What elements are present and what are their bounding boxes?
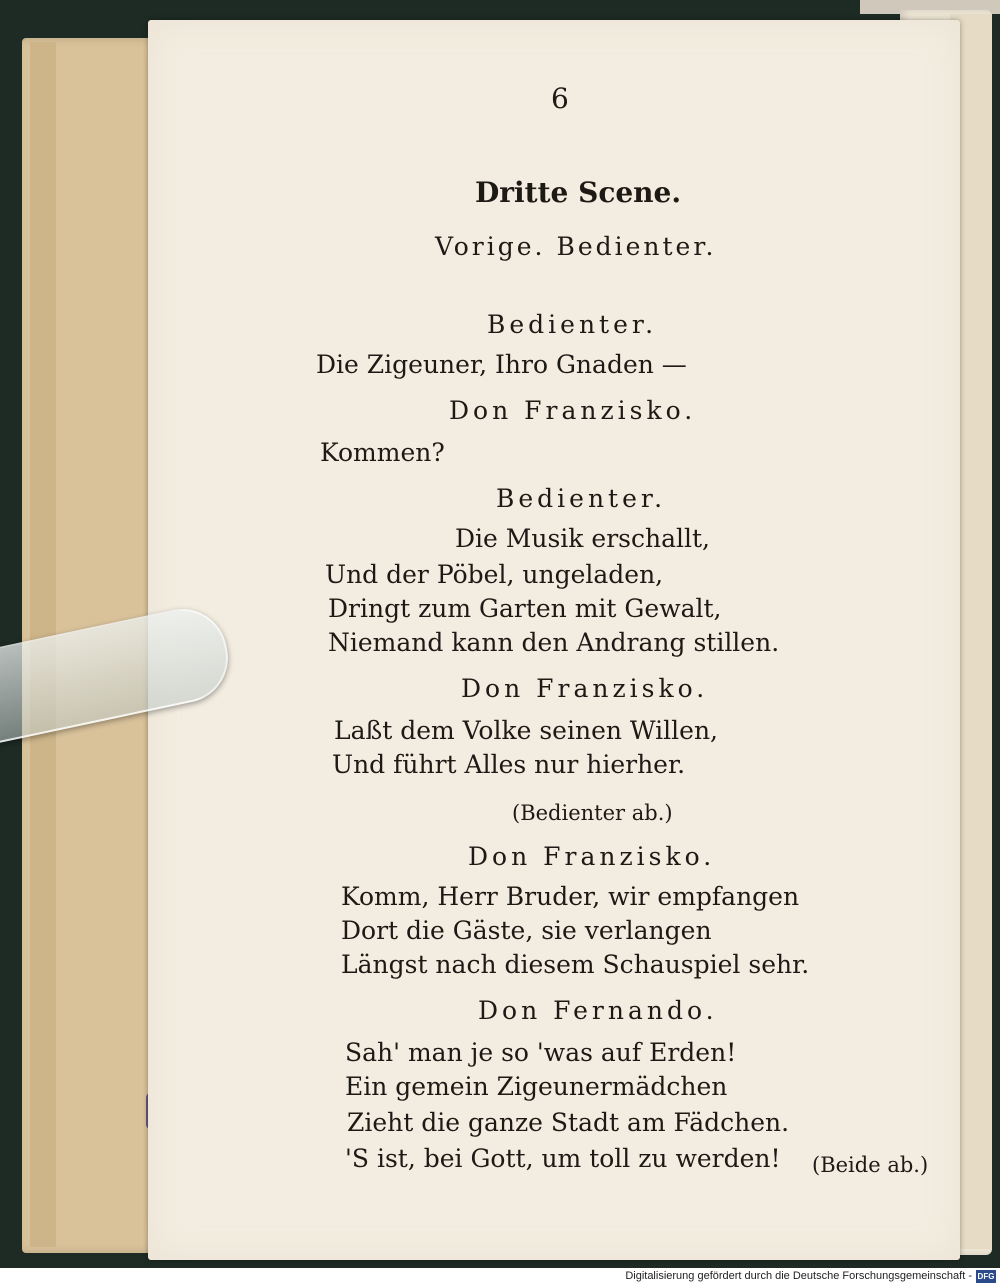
verse-line: Niemand kann den Andrang stillen. [328, 628, 780, 657]
verse-line: Und führt Alles nur hierher. [332, 750, 686, 779]
verse-line: Längst nach diesem Schauspiel sehr. [341, 950, 810, 979]
dfg-logo: DFG [977, 1272, 995, 1281]
verse-line: Sah' man je so 'was auf Erden! [345, 1038, 737, 1067]
verse-line: Dort die Gäste, sie verlangen [341, 916, 712, 945]
stage-direction: (Beide ab.) [812, 1153, 929, 1177]
verse-line: Dringt zum Garten mit Gewalt, [328, 594, 722, 623]
digitization-credit: Digitalisierung gefördert durch die Deutsche Forschungsgemeinschaft - [625, 1270, 972, 1282]
speaker-label: Bedienter. [487, 310, 658, 339]
verse-line: Komm, Herr Bruder, wir empfangen [341, 882, 800, 911]
verse-line: Zieht die ganze Stadt am Fädchen. [347, 1108, 790, 1137]
speaker-label: Don Franzisko. [461, 674, 709, 703]
verse-line: Ein gemein Zigeunermädchen [345, 1072, 728, 1101]
cast-list: Vorige. Bedienter. [435, 232, 717, 261]
stage-direction: (Bedienter ab.) [512, 801, 673, 825]
speaker-label: Bedienter. [496, 484, 667, 513]
verse-line: Kommen? [320, 438, 445, 467]
verse-line: Und der Pöbel, ungeladen, [325, 560, 664, 589]
speaker-label: Don Franzisko. [449, 396, 697, 425]
verse-line: Die Zigeuner, Ihro Gnaden — [316, 350, 687, 379]
speaker-label: Don Fernando. [478, 996, 718, 1025]
verse-line: Laßt dem Volke seinen Willen, [334, 716, 718, 745]
verse-line: Die Musik erschallt, [455, 524, 710, 553]
book-page [148, 20, 960, 1260]
verse-line: 'S ist, bei Gott, um toll zu werden! [345, 1144, 781, 1173]
page-number: 6 [551, 82, 569, 115]
scene-title: Dritte Scene. [475, 176, 682, 209]
speaker-label: Don Franzisko. [468, 842, 716, 871]
